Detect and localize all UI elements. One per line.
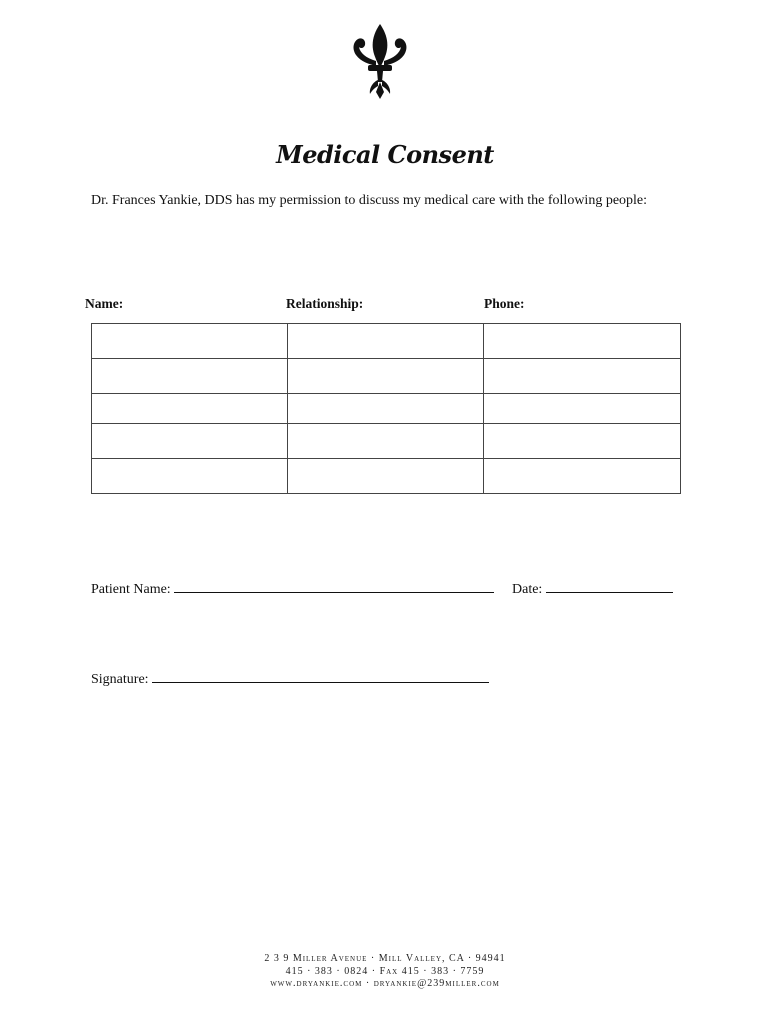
- phone-cell[interactable]: [484, 459, 681, 494]
- patient-name-label: Patient Name:: [91, 582, 171, 597]
- relationship-cell[interactable]: [288, 359, 484, 394]
- date-field: [512, 578, 673, 598]
- phone-cell[interactable]: [484, 424, 681, 459]
- date-label: Date:: [512, 582, 543, 597]
- patient-name-field: [91, 578, 494, 598]
- table-row: [92, 459, 681, 494]
- footer-contact: [0, 953, 770, 991]
- table-row: [92, 324, 681, 359]
- relationship-cell[interactable]: [288, 424, 484, 459]
- name-cell[interactable]: [92, 359, 288, 394]
- footer-address: 2 3 9 Miller Avenue · Mill Valley, CA · 94941: [264, 953, 506, 964]
- relationship-cell[interactable]: [288, 394, 484, 424]
- footer-phone: 415 · 383 · 0824 · Fax 415 · 383 · 7759: [285, 965, 485, 977]
- table-row: [92, 424, 681, 459]
- contacts-table: [91, 323, 681, 494]
- fleur-de-lis-icon: [349, 22, 411, 100]
- phone-cell[interactable]: [484, 359, 681, 394]
- name-cell[interactable]: [92, 394, 288, 424]
- form-title: Medical Consent: [276, 140, 494, 169]
- name-cell[interactable]: [92, 424, 288, 459]
- date-input-line[interactable]: [546, 578, 673, 593]
- intro-paragraph: Dr. Frances Yankie, DDS has my permission to discuss my medical care with the following people:: [91, 193, 648, 208]
- relationship-cell[interactable]: [288, 324, 484, 359]
- signature-label: Signature:: [91, 672, 149, 687]
- name-cell[interactable]: [92, 324, 288, 359]
- phone-cell[interactable]: [484, 394, 681, 424]
- table-row: [92, 394, 681, 424]
- column-header-relationship: Relationship:: [286, 296, 364, 311]
- signature-field: [91, 668, 489, 688]
- table-row: [92, 359, 681, 394]
- name-cell[interactable]: [92, 459, 288, 494]
- phone-cell[interactable]: [484, 324, 681, 359]
- footer-web: www.dryankie.com · dryankie@239miller.com: [270, 978, 500, 989]
- column-header-name: Name:: [85, 296, 124, 311]
- patient-name-input-line[interactable]: [174, 578, 494, 593]
- signature-input-line[interactable]: [152, 668, 489, 683]
- relationship-cell[interactable]: [288, 459, 484, 494]
- column-header-phone: Phone:: [484, 296, 525, 311]
